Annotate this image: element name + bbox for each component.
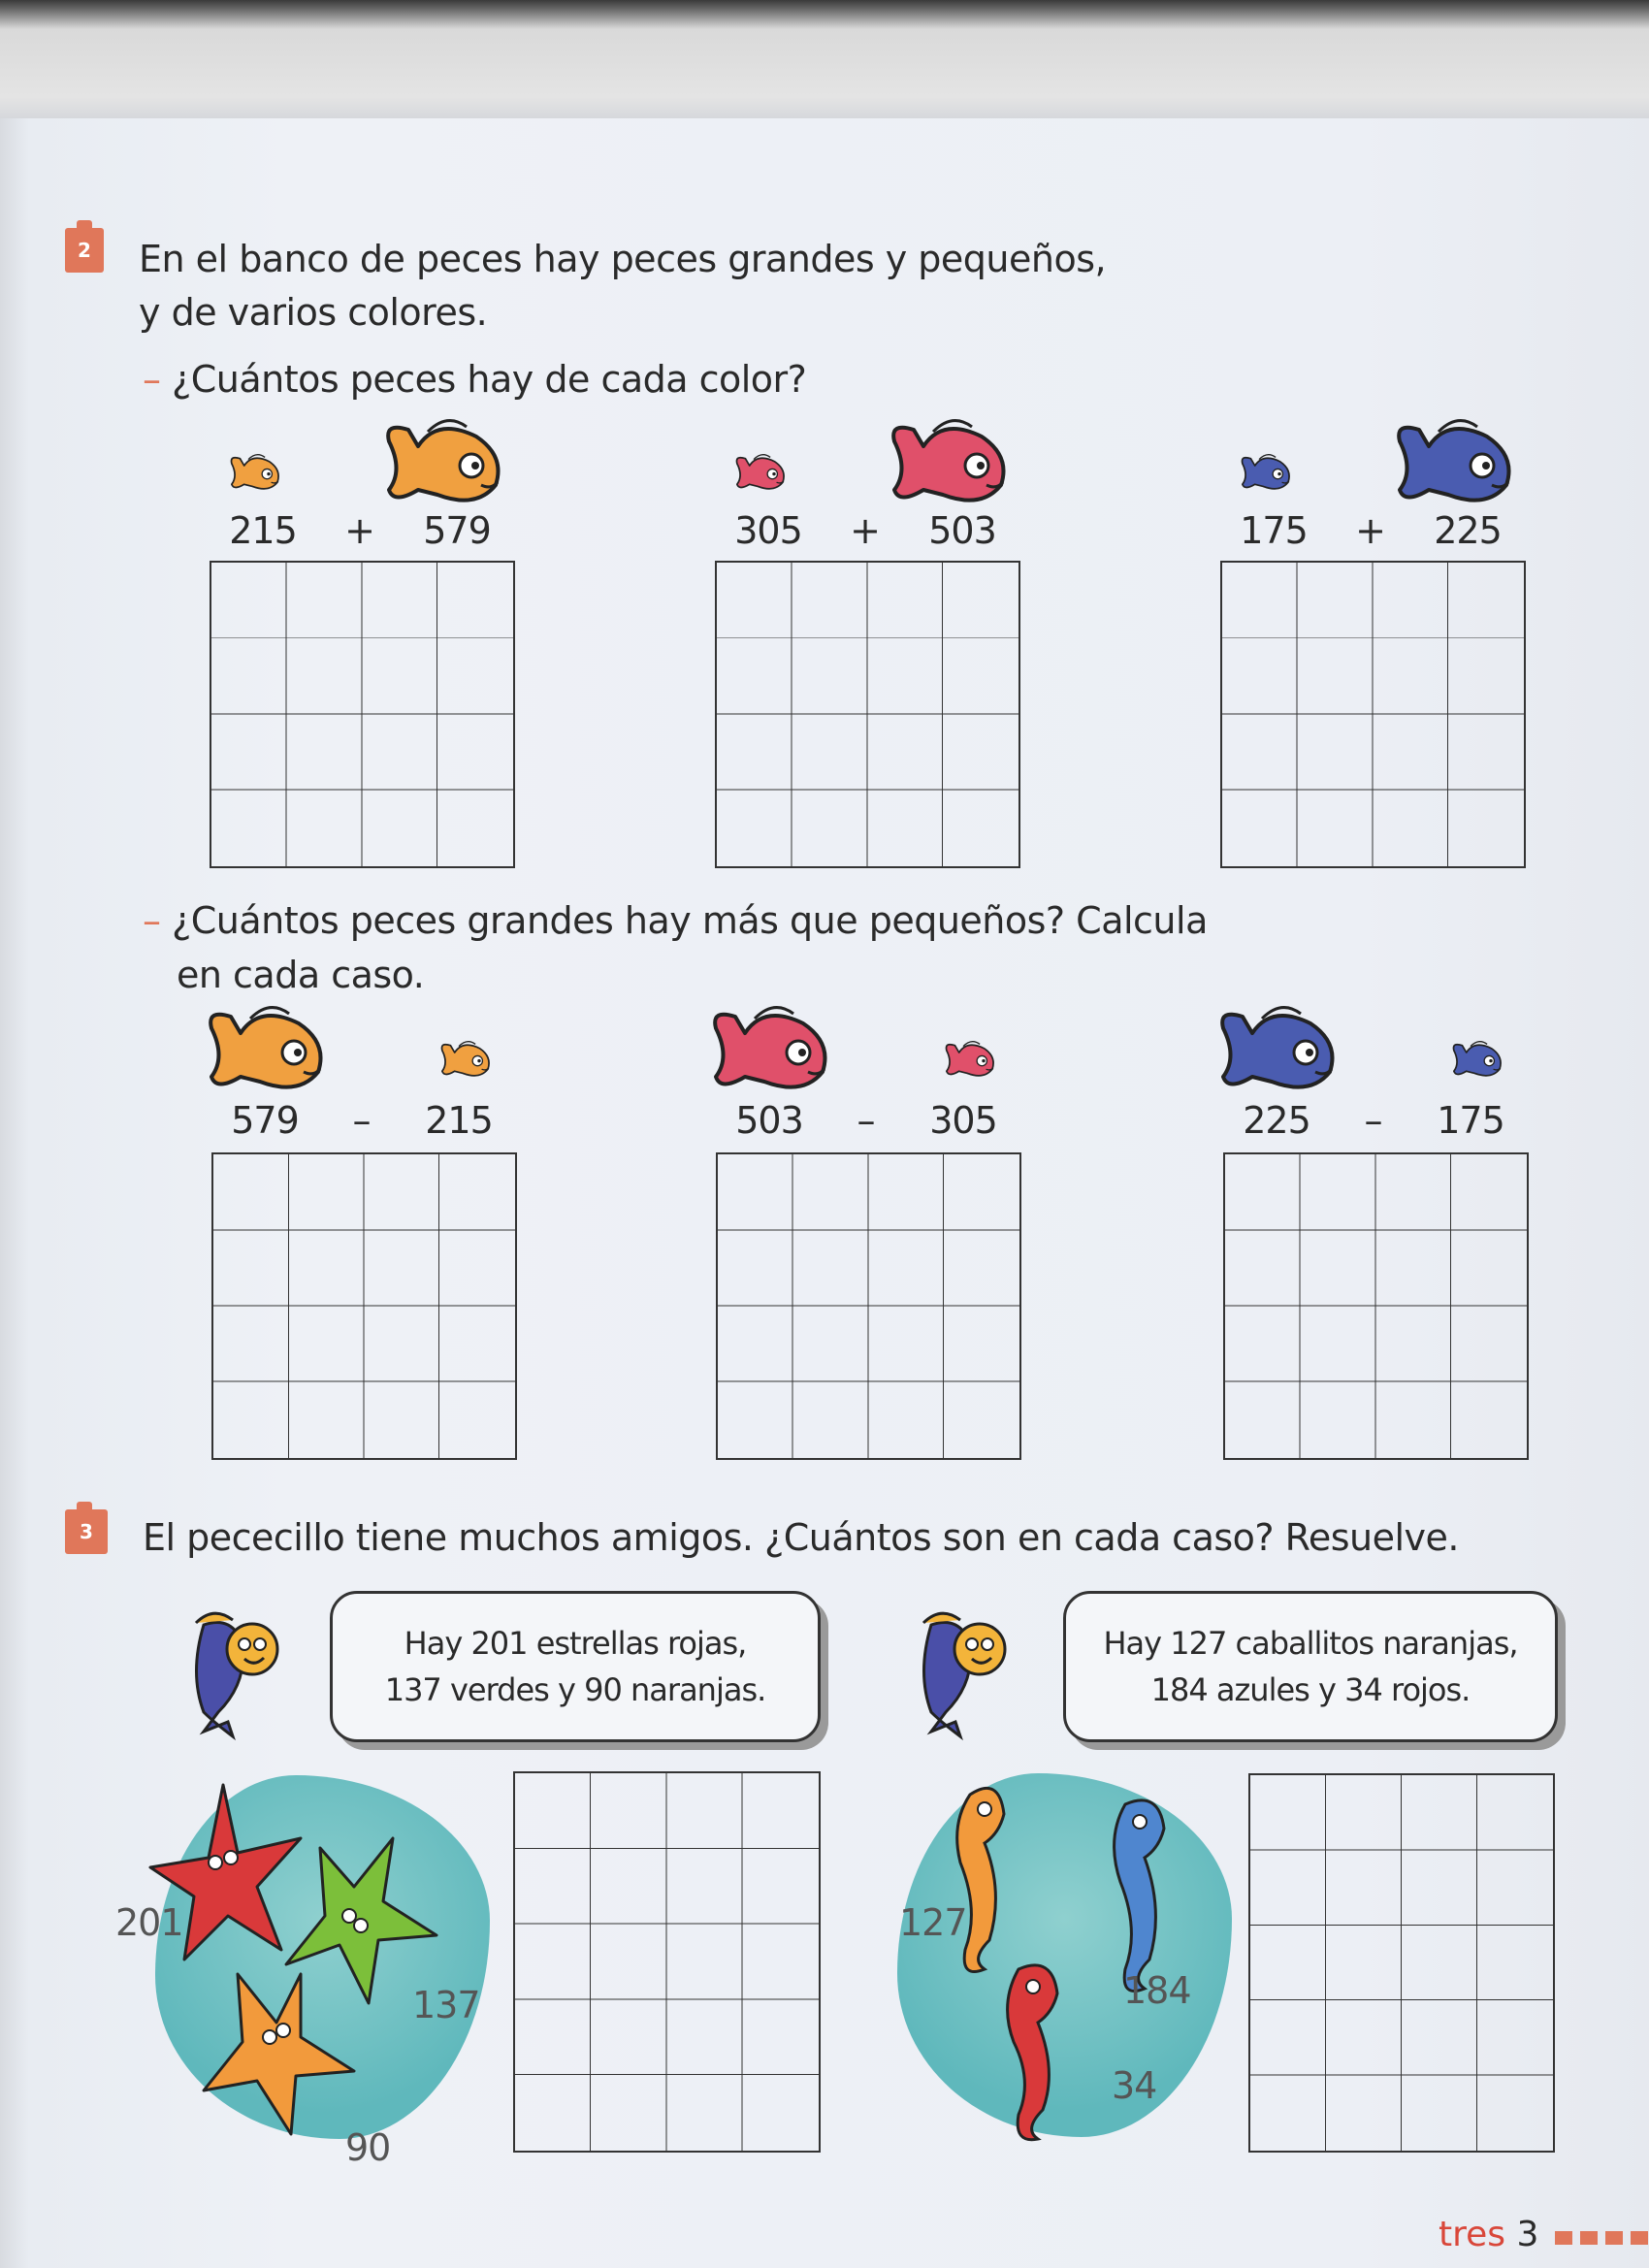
page-number — [1439, 2215, 1538, 2254]
bubble-1-line2: 137 verdes y 90 naranjas. — [384, 1671, 766, 1708]
answer-grid-starfish[interactable] — [513, 1771, 821, 2153]
bubble-1-line1: Hay 201 estrellas rojas, — [404, 1625, 747, 1662]
small-fish-icon — [1441, 1038, 1514, 1085]
answer-grid[interactable] — [210, 561, 515, 868]
operand-b: 579 — [423, 509, 491, 552]
blue-fish-character-icon — [902, 1605, 1028, 1741]
operand-b: 215 — [425, 1099, 493, 1142]
big-fish-icon — [706, 999, 837, 1105]
small-fish-icon — [219, 451, 292, 499]
exercise-2-badge: 2 — [65, 228, 104, 273]
operand-b: 175 — [1437, 1099, 1504, 1142]
big-fish-icon — [379, 412, 510, 518]
bubble-2-line1: Hay 127 caballitos naranjas, — [1103, 1625, 1518, 1662]
operand-b: 225 — [1434, 509, 1502, 552]
operand-a: 215 — [229, 509, 297, 552]
orange-seahorse-icon — [957, 1788, 1004, 1971]
blue-fish-character-icon — [175, 1605, 301, 1741]
operand-b: 503 — [928, 509, 996, 552]
operand-a: 175 — [1240, 509, 1308, 552]
question-1-text: ¿Cuántos peces hay de cada color? — [172, 358, 807, 401]
big-fish-icon — [1213, 999, 1344, 1105]
big-fish-icon — [1390, 412, 1521, 518]
operand-b: 305 — [929, 1099, 997, 1142]
operator: – — [857, 1099, 876, 1142]
operator: – — [352, 1099, 372, 1142]
footer-accent-bar — [1555, 2231, 1649, 2245]
operator: + — [1355, 509, 1386, 552]
seahorse-label-orange: 127 — [899, 1901, 967, 1944]
exercise-3-badge: 3 — [65, 1509, 108, 1554]
speech-bubble-starfish — [330, 1591, 821, 1742]
green-starfish-icon — [286, 1838, 436, 2003]
scan-top-edge — [0, 0, 1649, 118]
big-fish-icon — [202, 999, 333, 1105]
operand-a: 225 — [1243, 1099, 1310, 1142]
question-2-line1 — [143, 894, 1208, 947]
exercise-3-heading: El pececillo tiene muchos amigos. ¿Cuántos son en cada caso? Resuelve. — [143, 1516, 1459, 1559]
operator: – — [1364, 1099, 1383, 1142]
answer-grid[interactable] — [1220, 561, 1526, 868]
starfish-label-green: 137 — [412, 1984, 480, 2026]
starfish-label-red: 201 — [115, 1901, 183, 1944]
starfish-label-orange: 90 — [345, 2126, 391, 2169]
speech-bubble-seahorses — [1063, 1591, 1558, 1742]
question-2-line2: en cada caso. — [177, 954, 425, 996]
exercise-2-heading-line1: En el banco de peces hay peces grandes y pequeños, — [139, 238, 1107, 280]
seahorse-label-blue: 184 — [1123, 1969, 1191, 2012]
small-fish-icon — [725, 451, 797, 499]
answer-grid[interactable] — [211, 1152, 517, 1460]
starfish-illustration — [146, 1780, 495, 2139]
operator: + — [850, 509, 881, 552]
red-seahorse-icon — [1008, 1965, 1057, 2140]
operand-a: 579 — [231, 1099, 299, 1142]
answer-grid[interactable] — [1223, 1152, 1529, 1460]
dash-marker: – — [143, 358, 161, 401]
orange-starfish-icon — [204, 1974, 354, 2134]
blue-seahorse-icon — [1115, 1800, 1164, 1992]
seahorse-label-red: 34 — [1112, 2064, 1157, 2107]
small-fish-icon — [1230, 451, 1303, 499]
big-fish-icon — [885, 412, 1016, 518]
question-2-text: ¿Cuántos peces grandes hay más que pequeños? Calcula — [172, 899, 1208, 942]
small-fish-icon — [430, 1038, 502, 1085]
seahorse-illustration — [931, 1775, 1222, 2144]
small-fish-icon — [934, 1038, 1007, 1085]
answer-grid[interactable] — [716, 1152, 1021, 1460]
operand-a: 503 — [735, 1099, 803, 1142]
bubble-2-line2: 184 azules y 34 rojos. — [1150, 1671, 1471, 1708]
question-1 — [143, 353, 806, 405]
page-digit: 3 — [1516, 2215, 1539, 2254]
exercise-2-heading-line2: y de varios colores. — [139, 291, 488, 334]
answer-grid[interactable] — [715, 561, 1020, 868]
operand-a: 305 — [734, 509, 802, 552]
dash-marker: – — [143, 899, 161, 942]
operator: + — [344, 509, 375, 552]
answer-grid-seahorses[interactable] — [1248, 1773, 1555, 2153]
page-word: tres — [1439, 2215, 1506, 2254]
